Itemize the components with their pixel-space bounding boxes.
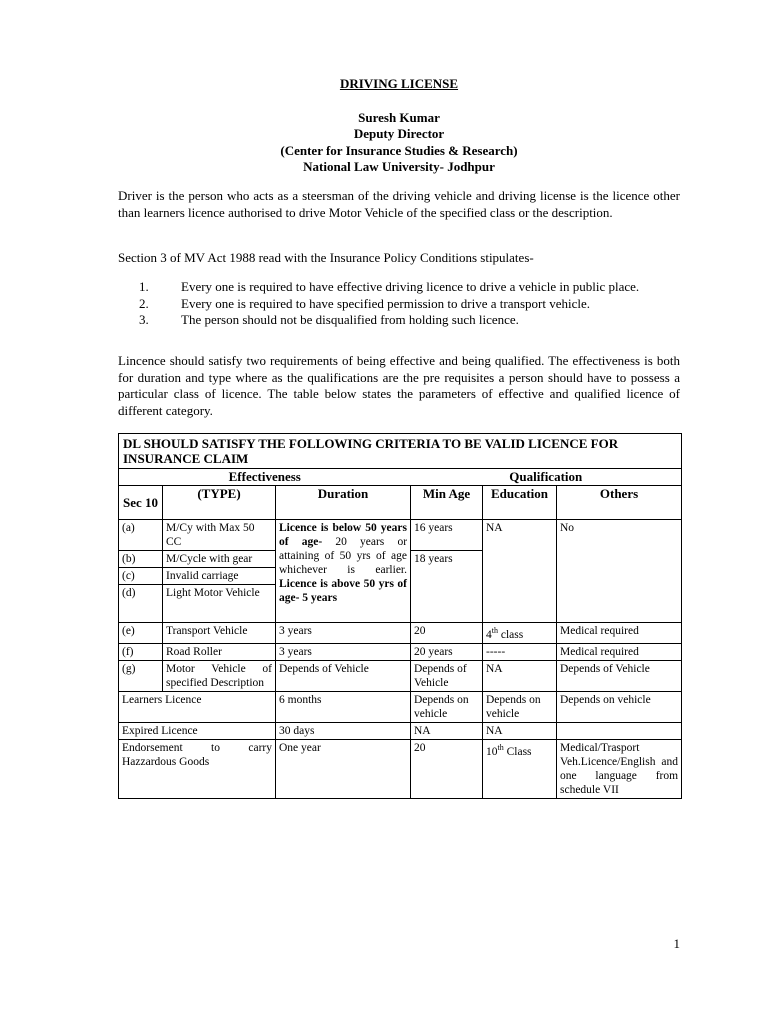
list-number: 1. [139, 279, 149, 294]
education-cell [483, 623, 557, 644]
others-cell: Depends of Vehicle [557, 660, 682, 691]
sec-cell: (d) [119, 585, 163, 623]
list-number: 3. [139, 312, 149, 327]
intro-paragraph: Driver is the person who acts as a steersman of the driving vehicle and driving license is the licence other than learners licence authorised to drive Motor Vehicle of the specified class or the description. [118, 188, 680, 220]
type-cell: Light Motor Vehicle [163, 585, 276, 623]
type-cell: M/Cy with Max 50 CC [163, 520, 276, 551]
list-number: 2. [139, 295, 149, 311]
education-unit: Class [503, 745, 532, 758]
table-row [119, 643, 682, 660]
education-cell: Depends on vehicle [483, 691, 557, 722]
education-cell: ----- [483, 643, 557, 660]
requirements-paragraph: Lincence should satisfy two requirements of being effective and being qualified. The effectiveness is both for duration and type where as the qualifications are the pre requisites a person should have to possess a particular class of licence. The table below states the parameters of effective and qualified licence of different category. [118, 353, 680, 418]
duration-cell: 30 days [276, 722, 411, 739]
effectiveness-header: Effectiveness [119, 469, 411, 486]
age-cell: Depends on vehicle [411, 691, 483, 722]
page-number: 1 [673, 936, 680, 951]
education-suffix: th [491, 626, 498, 635]
list-text: Every one is required to have effective driving licence to drive a vehicle in public place. [181, 279, 640, 294]
table-row [119, 520, 682, 551]
age-cell: 18 years [411, 551, 483, 623]
list-item [118, 296, 680, 313]
list-text: Every one is required to have specified permission to drive a transport vehicle. [181, 295, 591, 311]
duration-cell: 6 months [276, 691, 411, 722]
duration-header: Duration [276, 486, 411, 520]
table-row [119, 660, 682, 691]
duration-cell: 3 years [276, 623, 411, 644]
author-position: Deputy Director [353, 126, 445, 141]
type-cell: Transport Vehicle [163, 623, 276, 644]
type-cell: Motor Vehicle of specified Description [163, 660, 276, 691]
sec-cell: (b) [119, 551, 163, 568]
duration-rule: 20 years or attaining of 50 yrs of age whichever is earlier. [279, 536, 408, 576]
age-cell: 20 years [411, 643, 483, 660]
document-header [118, 76, 680, 176]
list-text: The person should not be disqualified from holding such licence. [181, 312, 519, 327]
duration-cell: Depends of Vehicle [276, 660, 411, 691]
type-cell: Invalid carriage [163, 568, 276, 585]
education-cell: NA [483, 520, 557, 623]
education-cell: NA [483, 660, 557, 691]
table-row [119, 691, 682, 722]
education-cell [483, 739, 557, 798]
sec-cell: (a) [119, 520, 163, 551]
type-cell: Learners Licence [119, 691, 276, 722]
section-paragraph: Section 3 of MV Act 1988 read with the Insurance Policy Conditions stipulates- [118, 250, 534, 265]
table-group-row [119, 469, 682, 486]
table-banner: DL SHOULD SATISFY THE FOLLOWING CRITERIA TO BE VALID LICENCE FOR INSURANCE CLAIM [119, 434, 682, 469]
education-number: 10 [486, 745, 498, 758]
sec-cell: (c) [119, 568, 163, 585]
min-age-header: Min Age [411, 486, 483, 520]
list-item [118, 279, 680, 296]
qualification-header: Qualification [411, 469, 682, 486]
type-cell: Road Roller [163, 643, 276, 660]
table-banner-row [119, 434, 682, 469]
author-university: National Law University- Jodhpur [303, 159, 495, 174]
table-row [119, 623, 682, 644]
duration-above-50: Licence is above 50 yrs of age- 5 years [279, 578, 407, 604]
education-suffix: th [497, 742, 504, 752]
table-header-row [119, 486, 682, 520]
duration-below-50: Licence is below 50 years of age- [279, 522, 407, 548]
stipulation-list [118, 279, 680, 329]
others-cell [557, 722, 682, 739]
sec-cell: (g) [119, 660, 163, 691]
type-cell: M/Cycle with gear [163, 551, 276, 568]
others-cell: No [557, 520, 682, 623]
sec-header: Sec 10 [119, 486, 163, 520]
table-row [119, 722, 682, 739]
type-header: (TYPE) [163, 486, 276, 520]
others-cell: Medical/Trasport Veh.Licence/English and one language from schedule VII [557, 739, 682, 798]
table-row [119, 739, 682, 798]
education-cell: NA [483, 722, 557, 739]
age-cell: Depends of Vehicle [411, 660, 483, 691]
sec-cell: (f) [119, 643, 163, 660]
list-item [118, 312, 680, 329]
age-cell: 20 [411, 739, 483, 798]
duration-cell: 3 years [276, 643, 411, 660]
sec-cell: (e) [119, 623, 163, 644]
education-header: Education [483, 486, 557, 520]
author-center: (Center for Insurance Studies & Research) [280, 142, 518, 158]
duration-cell: One year [276, 739, 411, 798]
document-title: DRIVING LICENSE [339, 76, 459, 91]
education-unit: class [497, 628, 524, 641]
duration-cell [276, 520, 411, 623]
others-cell: Depends on vehicle [557, 691, 682, 722]
age-cell: 16 years [411, 520, 483, 551]
others-header: Others [557, 486, 682, 520]
age-cell: 20 [411, 623, 483, 644]
author-name: Suresh Kumar [358, 109, 440, 125]
type-cell: Expired Licence [119, 722, 276, 739]
others-cell: Medical required [557, 623, 682, 644]
age-cell: NA [411, 722, 483, 739]
education-number: 4 [486, 628, 492, 641]
type-cell: Endorsement to carry Hazzardous Goods [119, 739, 276, 798]
criteria-table [118, 433, 682, 799]
others-cell: Medical required [557, 643, 682, 660]
